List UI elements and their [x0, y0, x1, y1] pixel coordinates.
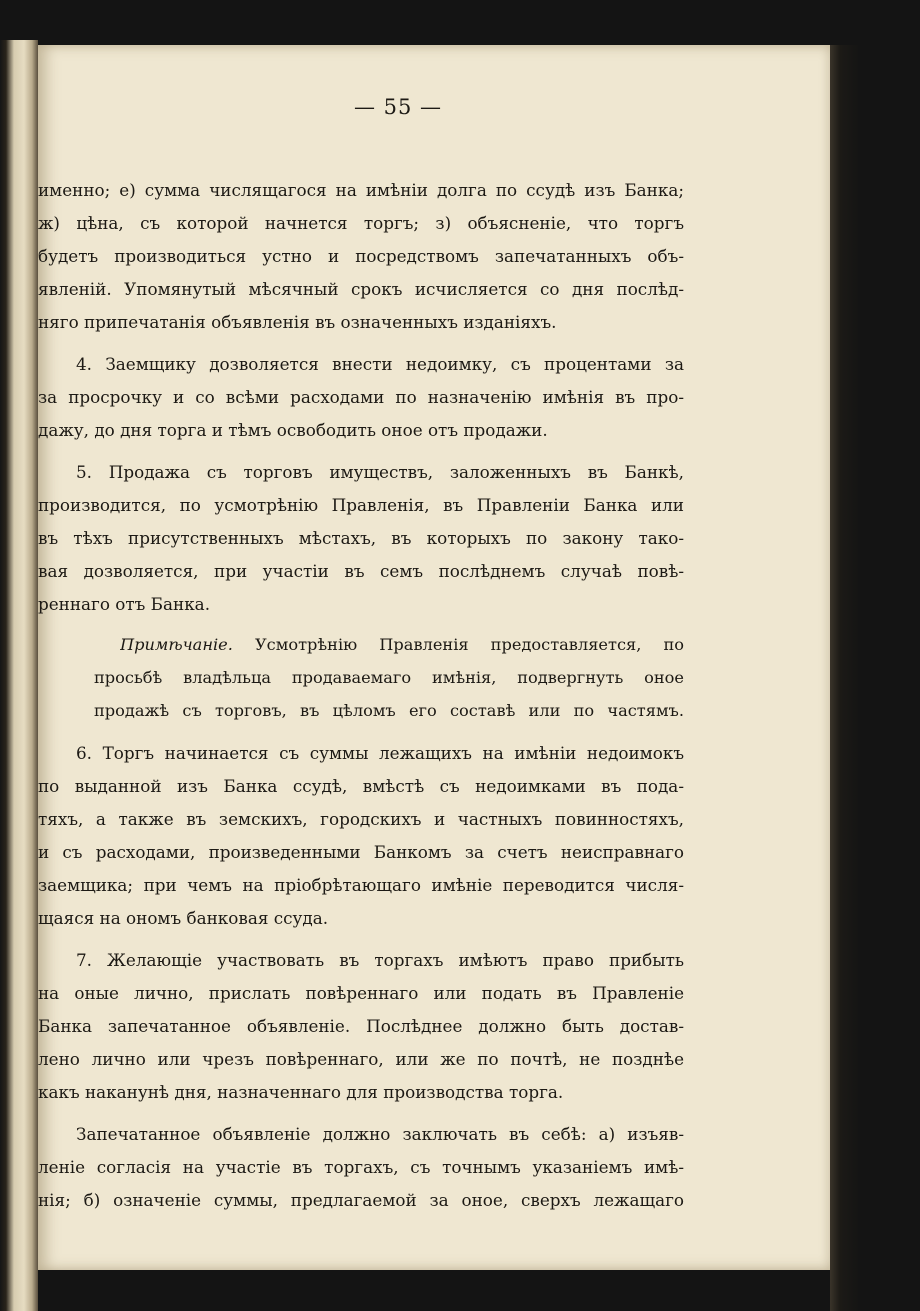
text-line: производится, по усмотрѣнію Правленія, въ Правленіи Банка или	[38, 495, 684, 515]
text-line: лено лично или чрезъ повѣреннаго, или же по почтѣ, не позднѣе	[38, 1049, 684, 1069]
text-line: за просрочку и со всѣми расходами по назначенію имѣнія въ про-	[38, 387, 684, 407]
page-number: — 55 —	[353, 95, 443, 119]
text-line: въ тѣхъ присутственныхъ мѣстахъ, въ которыхъ по закону тако-	[38, 528, 684, 548]
text-line: дажу, до дня торга и тѣмъ освободить оное отъ продажи.	[38, 420, 548, 440]
text-line: тяхъ, а также въ земскихъ, городскихъ и частныхъ повинностяхъ,	[38, 809, 684, 829]
text-line: 5. Продажа съ торговъ имуществъ, заложенныхъ въ Банкѣ,	[76, 462, 684, 482]
text-line: и съ расходами, произведенными Банкомъ за счетъ неисправнаго	[38, 842, 684, 862]
text-line: какъ наканунѣ дня, назначеннаго для производства торга.	[38, 1082, 564, 1102]
text-line	[120, 632, 684, 658]
text-line: няго припечатанія объявленія въ означенныхъ изданіяхъ.	[38, 312, 557, 332]
text-line: 6. Торгъ начинается съ суммы лежащихъ на имѣніи недоимокъ	[76, 743, 684, 763]
text-line: продажѣ съ торговъ, въ цѣломъ его составѣ или по частямъ.	[94, 701, 684, 720]
page-shadow	[830, 45, 920, 1311]
text-line: 7. Желающіе участвовать въ торгахъ имѣютъ право прибыть	[76, 950, 684, 970]
note-label: Примѣчаніе.	[120, 635, 255, 654]
text-line: именно; е) сумма числящагося на имѣніи долга по ссудѣ изъ Банка;	[38, 180, 684, 200]
text-line: вая дозволяется, при участіи въ семъ послѣднемъ случаѣ повѣ-	[38, 561, 684, 581]
text-line: Запечатанное объявленіе должно заключать въ себѣ: а) изъяв-	[76, 1124, 684, 1144]
book-page	[38, 45, 830, 1270]
text-line: леніе согласія на участіе въ торгахъ, съ точнымъ указаніемъ имѣ-	[38, 1157, 684, 1177]
text-line: реннаго отъ Банка.	[38, 594, 211, 614]
note-text: Усмотрѣнію Правленія предоставляется, по	[254, 635, 684, 654]
text-line: по выданной изъ Банка ссудѣ, вмѣстѣ съ недоимками въ пода-	[38, 776, 684, 796]
text-line: ж) цѣна, съ которой начнется торгъ; з) объясненіе, что торгъ	[38, 213, 684, 233]
adjacent-page-edge	[0, 40, 38, 1311]
text-line: просьбѣ владѣльца продаваемаго имѣнія, подвергнуть оное	[94, 668, 684, 687]
text-line: на оные лично, прислать повѣреннаго или подать въ Правленіе	[38, 983, 684, 1003]
text-line: 4. Заемщику дозволяется внести недоимку, съ процентами за	[76, 354, 684, 374]
text-line: нія; б) означеніе суммы, предлагаемой за оное, сверхъ лежащаго	[38, 1190, 684, 1210]
text-line: Банка запечатанное объявленіе. Послѣднее должно быть достав-	[38, 1016, 684, 1036]
page-text	[38, 45, 830, 1270]
text-line: заемщика; при чемъ на пріобрѣтающаго имѣніе переводится числя-	[38, 875, 684, 895]
text-line: щаяся на ономъ банковая ссуда.	[38, 908, 329, 928]
text-line: явленій. Упомянутый мѣсячный срокъ исчисляется со дня послѣд-	[38, 279, 684, 299]
text-line: будетъ производиться устно и посредствомъ запечатанныхъ объ-	[38, 246, 684, 266]
